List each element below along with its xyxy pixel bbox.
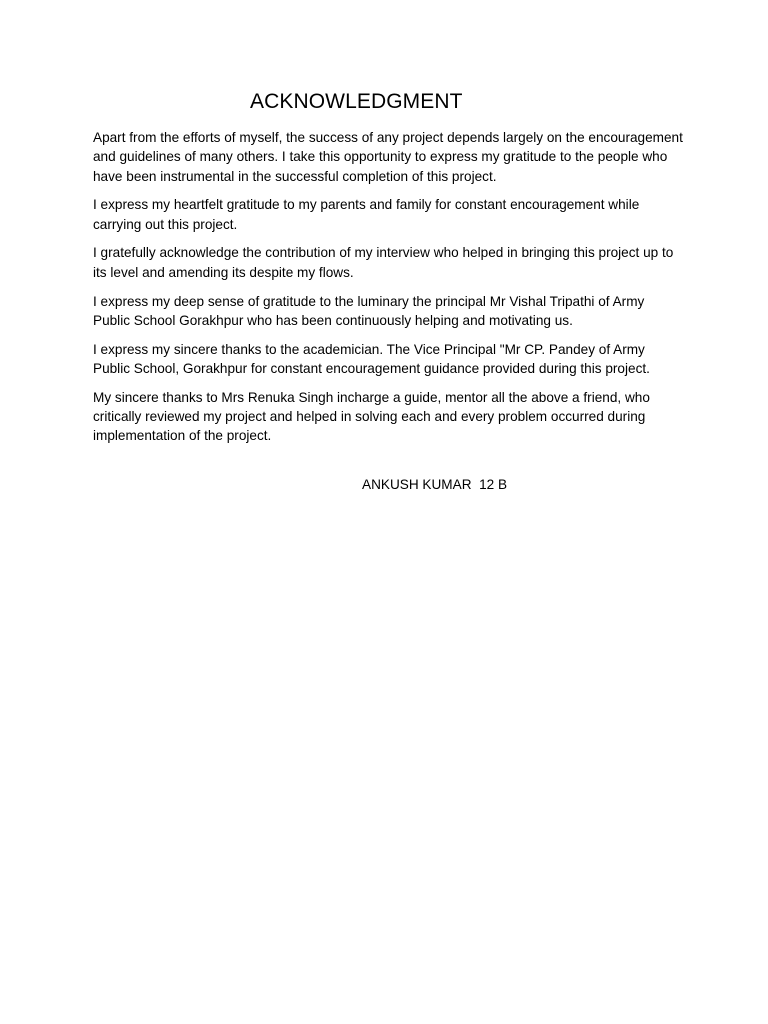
paragraph-interview: I gratefully acknowledge the contribution of my interview who helped in bringing this project up to its level and amending its despite my flows. [93,245,674,280]
paragraph-parents: I express my heartfelt gratitude to my parents and family for constant encouragement while carrying out this project. [93,197,640,232]
document-body [93,128,683,455]
paragraph-principal: I express my deep sense of gratitude to the luminary the principal Mr Vishal Tripathi of Army Public School Gorakhpur who has been continuously helping and motivating us. [93,293,645,328]
paragraph-guide: My sincere thanks to Mrs Renuka Singh incharge a guide, mentor all the above a friend, who critically reviewed my project and helped in solving each and every problem occurred during implementation of the project. [93,389,650,444]
signature: ANKUSH KUMAR 12 B [362,477,508,492]
paragraph-vice-principal: I express my sincere thanks to the academician. The Vice Principal "Mr CP. Pandey of Army Public School, Gorakhpur for constant encouragement guidance provided during this project. [93,341,650,376]
paragraph-intro: Apart from the efforts of myself, the success of any project depends largely on the encouragement and guidelines of many others. I take this opportunity to express my gratitude to the people who have been instrumental in the successful completion of this project. [93,130,683,184]
page-title: ACKNOWLEDGMENT [250,90,463,113]
